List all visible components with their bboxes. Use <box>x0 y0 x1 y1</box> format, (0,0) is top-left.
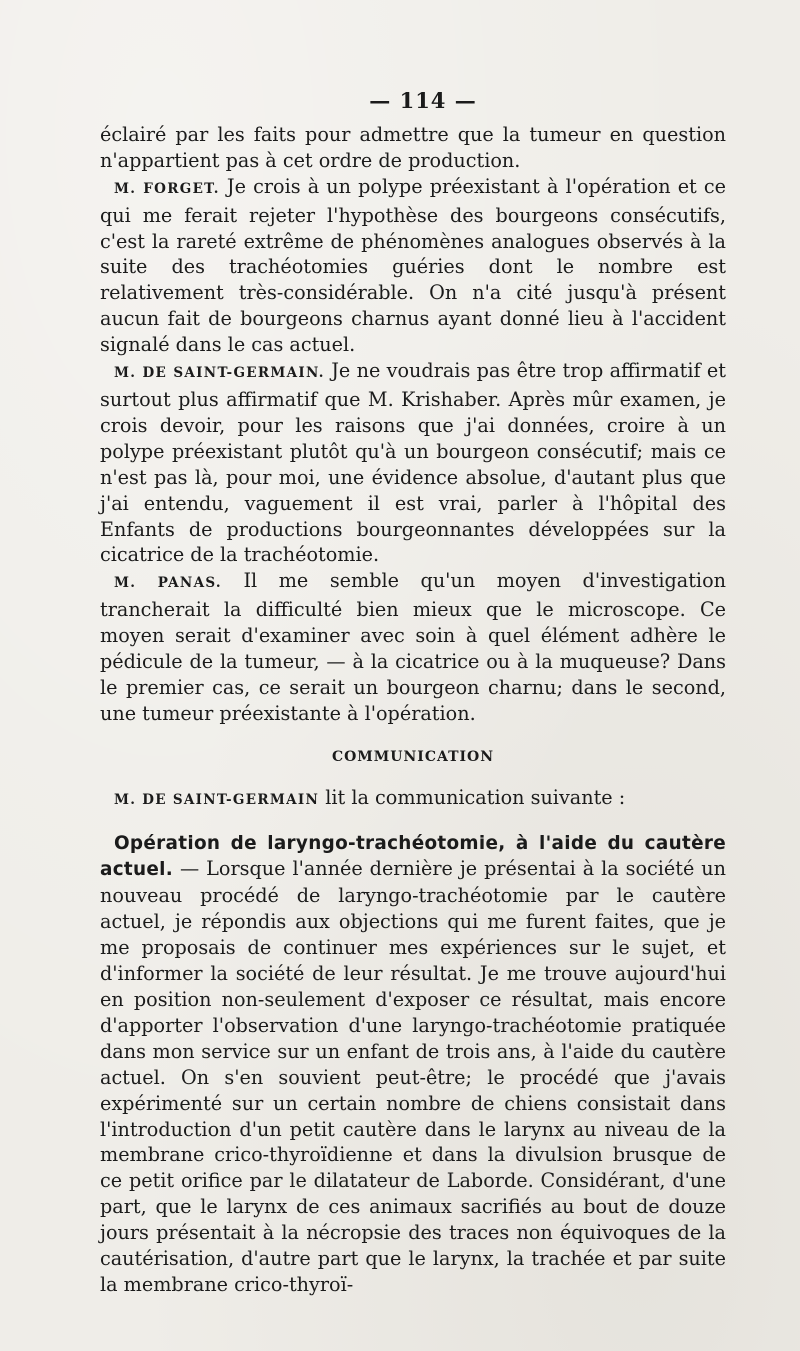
speaker-name: M. PANAS. <box>114 575 222 592</box>
speaker-name: M. FORGET. <box>114 180 220 197</box>
intervention-forget <box>100 174 726 358</box>
intervention-saint-germain <box>100 358 726 568</box>
page-number: — 114 — <box>369 88 477 113</box>
article-paragraph <box>100 830 726 1298</box>
continuation-paragraph: éclairé par les faits pour admettre que la tumeur en question n'appartient pas à cet ordre de production. <box>100 122 726 172</box>
speaker-name: M. DE SAINT-GERMAIN <box>114 791 320 808</box>
page-text-block <box>100 88 726 1298</box>
article-body: — Lorsque l'année dernière je présentai à la société un nouveau procédé de laryngo-trachéotomie par le cautère actuel, je répondis aux objections qui me furent faites, que je me proposais de continuer mes expériences sur le sujet, et d'informer la société de leur résultat. Je me trouve aujourd'hui en position non-seulement d'exposer ce résultat, mais encore d'apporter l'observation d'une laryngo-trachéotomie pratiquée dans mon service sur un enfant de trois ans, à l'aide du cautère actuel. On s'en souvient peut-être; le procédé que j'avais expérimenté sur un certain nombre de chiens consistait dans l'introduction d'un petit cautère dans le larynx au niveau de la membrane crico-thyroïdienne et dans la divulsion brusque de ce petit orifice par le dilatateur de Laborde. Considérant, d'une part, que le larynx de ces animaux sacrifiés au bout de douze jours présentait à la nécropsie des traces non équivoques de la cautérisation, d'autre part que le larynx, la trachée et par suite la membrane crico-thyroï- <box>100 857 726 1296</box>
intervention-text: Il me semble qu'un moyen d'investigation trancherait la difficulté bien mieux que le microscope. Ce moyen serait d'examiner avec soin à quel élément adhère le pédicule de la tumeur, — à la cicatrice ou à la muqueuse? Dans le premier cas, ce serait un bourgeon charnu; dans le second, une tumeur préexistante à l'opération. <box>100 569 726 725</box>
speaker-name: M. DE SAINT-GERMAIN. <box>114 365 325 382</box>
intervention-text: Je ne voudrais pas être trop affirmatif et surtout plus affirmatif que M. Krishaber. Après mûr examen, je crois devoir, pour les raisons que j'ai données, croire à un polype préexistant plutôt qu'à un bourgeon consécutif; mais ce n'est pas là, pour moi, une évidence absolue, d'autant plus que j'ai entendu, vaguement il est vrai, parler à l'hôpital des Enfants de productions bourgeonnantes développées sur la cicatrice de la trachéotomie. <box>100 359 727 567</box>
intervention-panas <box>100 568 726 726</box>
intro-text: lit la communication suivante : <box>325 785 626 809</box>
intervention-text: Je crois à un polype préexistant à l'opération et ce qui me ferait rejeter l'hypothèse des bourgeons consécutifs, c'est la rareté extrême de phénomènes analogues observés à la suite des trachéotomies guéries dont le nombre est relativement très-considérable. On n'a cité jusqu'à présent aucun fait de bourgeons charnus ayant donné lieu à l'accident signalé dans le cas actuel. <box>100 174 727 357</box>
section-heading: COMMUNICATION <box>331 748 495 765</box>
communication-intro <box>100 785 726 814</box>
article-title: Opération de laryngo-trachéotomie, à l'aide du cautère actuel. <box>100 832 726 881</box>
